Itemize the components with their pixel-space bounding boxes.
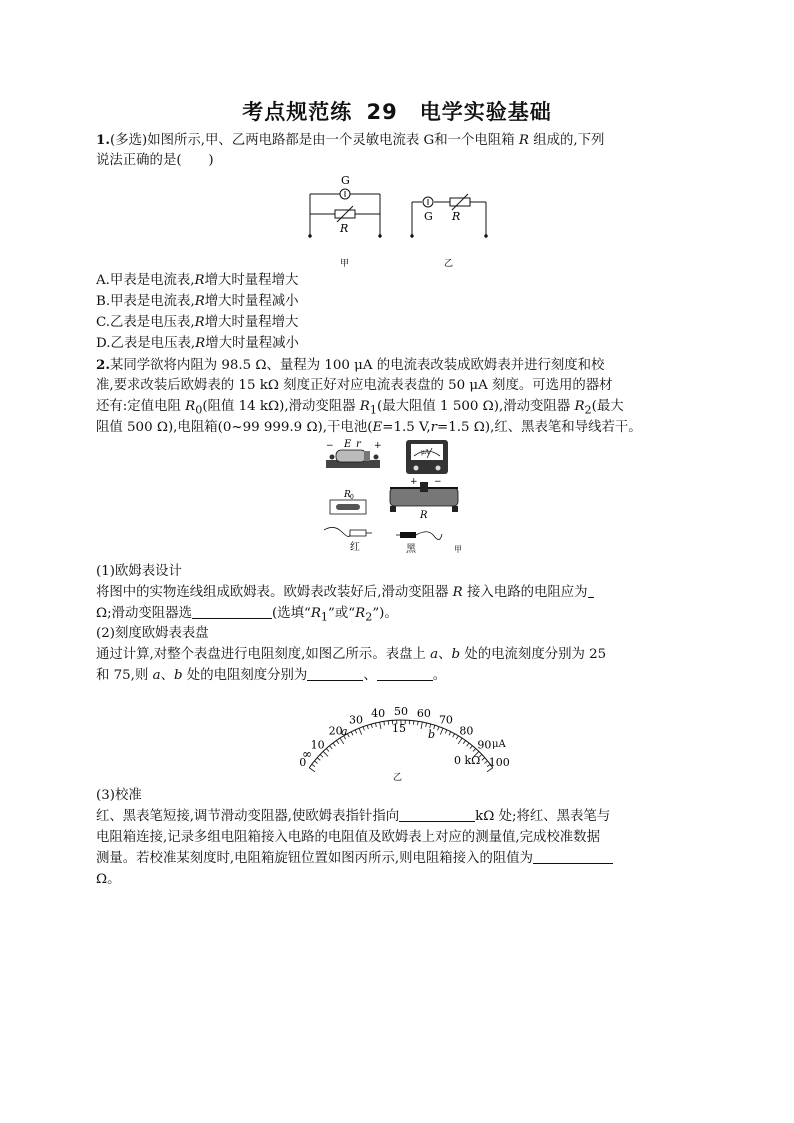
q1-option-b: B.甲表是电流表,R增大时量程减小 bbox=[96, 294, 299, 309]
dial-tick bbox=[320, 754, 323, 757]
dial-zero-kohm-label: 0 kΩ bbox=[454, 754, 481, 767]
answer-blank-rheostat-choice[interactable] bbox=[192, 604, 272, 619]
answer-blank-resistance-box[interactable] bbox=[533, 849, 613, 864]
svg-text:0: 0 bbox=[350, 494, 354, 501]
dial-tick bbox=[355, 730, 357, 734]
dial-tick bbox=[438, 727, 439, 731]
q1-option-c: C.乙表是电压表,R增大时量程增大 bbox=[96, 315, 299, 330]
dial-tick bbox=[453, 734, 455, 738]
dial-tick bbox=[484, 761, 487, 764]
dial-tick-label: 40 bbox=[371, 707, 386, 721]
dial-tick bbox=[449, 732, 451, 736]
answer-blank-rheostat-resistance[interactable] bbox=[588, 583, 594, 598]
rheostat-icon bbox=[390, 482, 458, 512]
q2-part1-line1: 将图中的实物连线组成欧姆表。欧姆表改装好后,滑动变阻器 R 接入电路的电阻应为 bbox=[96, 583, 594, 603]
jia-galvanometer-label: G bbox=[341, 174, 350, 187]
svg-text:黑: 黑 bbox=[406, 544, 416, 555]
svg-text:R: R bbox=[344, 490, 351, 500]
dial-tick bbox=[367, 725, 368, 729]
dial-tick-label: 90 bbox=[477, 738, 492, 752]
black-probe-icon bbox=[396, 532, 442, 540]
dial-tick bbox=[384, 721, 385, 725]
svg-text:R: R bbox=[420, 510, 428, 521]
q2-part2-title: (2)刻度欧姆表表盘 bbox=[96, 626, 209, 641]
fixed-resistor-icon bbox=[330, 500, 366, 514]
q1-option-d: D.乙表是电压表,R增大时量程减小 bbox=[96, 336, 299, 351]
dial-tick bbox=[340, 738, 344, 744]
q2-stem-line4: 阻值 500 Ω),电阻箱(0~99 999.9 Ω),干电池(E=1.5 V,r=1.5 Ω),红、黑表笔和导线若干。 bbox=[96, 420, 642, 435]
dial-unit-label: μA bbox=[492, 739, 506, 750]
svg-text:r: r bbox=[356, 439, 361, 450]
answer-blank-scale-b[interactable] bbox=[377, 666, 433, 681]
dial-tick-label: 0 bbox=[299, 756, 307, 770]
dial-tick-label: 20 bbox=[328, 724, 343, 738]
dial-tick bbox=[458, 738, 462, 744]
answer-blank-scale-a[interactable] bbox=[307, 666, 363, 681]
q1-tag: (多选) bbox=[109, 133, 148, 148]
dial-tick bbox=[463, 740, 465, 743]
svg-text:−: − bbox=[326, 441, 334, 451]
dial-tick bbox=[440, 728, 443, 734]
dial-tick bbox=[380, 722, 381, 729]
dial-point-b-label: b bbox=[428, 728, 436, 741]
figure-label-jia-2: 甲 bbox=[454, 545, 462, 554]
dial-tick bbox=[470, 746, 473, 749]
dial-tick bbox=[330, 746, 333, 749]
q2-stem-line1: 2.某同学欲将内阻为 98.5 Ω、量程为 100 μA 的电流表改装成欧姆表并进行刻度和校 bbox=[96, 357, 605, 373]
dial-mid-resistance-label: 15 bbox=[392, 722, 406, 735]
yi-galvanometer-label: G bbox=[424, 210, 433, 223]
dial-tick bbox=[359, 728, 362, 734]
dial-tick bbox=[333, 743, 335, 746]
dial-tick bbox=[314, 761, 317, 764]
q2-part3-line2: 电阻箱连接,记录多组电阻箱接入电路的电阻值及欧姆表上对应的测量值,完成校准数据 bbox=[96, 830, 600, 845]
dial-tick bbox=[375, 723, 376, 727]
svg-text:E: E bbox=[344, 439, 352, 450]
dial-tick-label: 10 bbox=[310, 738, 325, 752]
dial-tick bbox=[371, 724, 372, 728]
q2-part3-line3: 测量。若校准某刻度时,电阻箱旋钮位置如图丙所示,则电阻箱接入的阻值为 bbox=[96, 849, 613, 869]
dial-tick-label: 60 bbox=[416, 707, 431, 721]
q2-part1-line2: Ω;滑动变阻器选 (选填“$R_1$”或“$R_2$”)。 bbox=[96, 606, 398, 624]
dial-tick-label: 50 bbox=[394, 705, 408, 718]
dial-tick-label: 100 bbox=[488, 756, 510, 770]
microammeter-icon bbox=[406, 440, 448, 474]
q1-stem-line2: 说法正确的是( ) bbox=[96, 153, 214, 168]
dial-tick-label: 30 bbox=[349, 713, 364, 727]
q2-stem-line3: 还有:定值电阻 $R_0$(阻值 14 kΩ),滑动变阻器 $R_1$(最大阻值 1 500 Ω),滑动变阻器 $R_2$(最大 bbox=[96, 399, 624, 417]
q2-number: 2. bbox=[96, 357, 110, 373]
figure-label-yi-2: 乙 bbox=[393, 773, 403, 782]
yi-resistor-label: R bbox=[452, 210, 461, 223]
q1-circuit-figure bbox=[300, 164, 500, 274]
dial-tick bbox=[467, 743, 469, 746]
q2-part1-title: (1)欧姆表设计 bbox=[96, 564, 182, 579]
dial-tick bbox=[309, 768, 315, 772]
ohmmeter-dial-figure bbox=[276, 682, 526, 782]
dial-tick bbox=[347, 734, 349, 738]
dial-tick bbox=[312, 764, 315, 766]
dial-tick bbox=[445, 730, 447, 734]
q2-part2-line2: 和 75,则 a、b 处的电阻刻度分别为 、 。 bbox=[96, 668, 447, 683]
dial-infinity-label: ∞ bbox=[302, 747, 312, 761]
dial-tick bbox=[421, 722, 422, 729]
red-probe-icon bbox=[324, 527, 372, 536]
q1-option-a: A.甲表是电流表,R增大时量程增大 bbox=[96, 273, 299, 288]
dial-tick bbox=[418, 721, 419, 725]
dial-tick bbox=[456, 736, 458, 739]
q2-part3-line4: Ω。 bbox=[96, 872, 121, 887]
dial-tick bbox=[473, 749, 476, 752]
jia-resistor-label: R bbox=[340, 222, 349, 235]
svg-text:μA: μA bbox=[421, 449, 430, 456]
q1-stem-line1: 1.(多选)如图所示,甲、乙两电路都是由一个灵敏电流表 G和一个电阻箱 R 组成的,下列 bbox=[96, 132, 605, 148]
dial-tick bbox=[363, 727, 364, 731]
dial-tick bbox=[426, 723, 427, 727]
figure-label-jia: 甲 bbox=[340, 259, 350, 269]
battery-icon bbox=[326, 450, 380, 468]
dial-point-a-label: a bbox=[341, 725, 348, 738]
dial-tick bbox=[323, 751, 328, 756]
q2-apparatus-figure bbox=[320, 438, 480, 560]
dial-tick bbox=[326, 749, 329, 752]
page-title: 考点规范练 29 电学实验基础 bbox=[242, 100, 552, 124]
dial-tick bbox=[336, 740, 338, 743]
dial-tick-label: 80 bbox=[459, 724, 474, 738]
q1-number: 1. bbox=[96, 132, 110, 148]
q2-stem-line2: 准,要求改装后欧姆表的 15 kΩ 刻度正好对应电流表表盘的 50 μA 刻度。可选用的器材 bbox=[96, 378, 613, 393]
dial-tick bbox=[351, 732, 353, 736]
q2-part3-line1: 红、黑表笔短接,调节滑动变阻器,使欧姆表指针指向 kΩ 处;将红、黑表笔与 bbox=[96, 809, 611, 824]
dial-tick-label: 70 bbox=[438, 713, 453, 727]
svg-text:+: + bbox=[374, 441, 382, 451]
svg-text:−: − bbox=[434, 477, 442, 487]
answer-blank-zero-point[interactable] bbox=[399, 807, 475, 822]
dial-tick bbox=[317, 758, 320, 761]
dial-tick bbox=[482, 758, 485, 761]
q2-part3-title: (3)校准 bbox=[96, 788, 142, 803]
svg-text:+: + bbox=[410, 477, 418, 487]
svg-text:红: 红 bbox=[350, 542, 360, 553]
figure-label-yi: 乙 bbox=[444, 259, 454, 269]
q2-part2-line1: 通过计算,对整个表盘进行电阻刻度,如图乙所示。表盘上 a、b 处的电流刻度分别为 25 bbox=[96, 647, 607, 662]
